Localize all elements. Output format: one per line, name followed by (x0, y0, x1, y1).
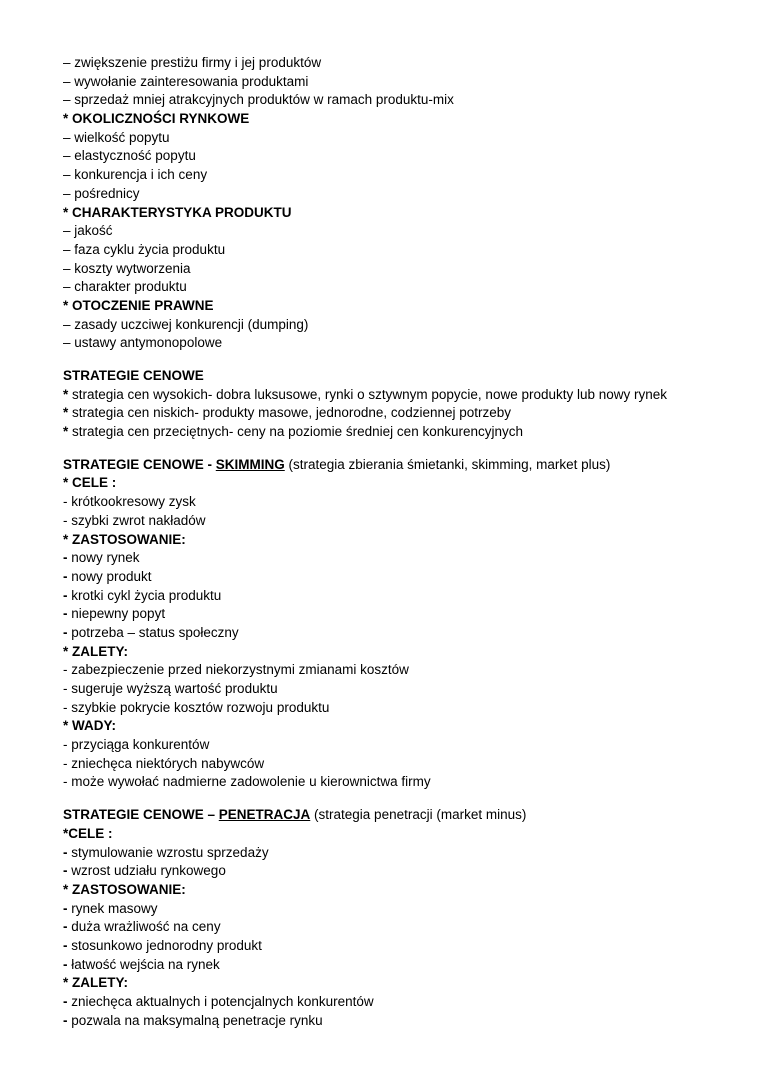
list-item: - szybki zwrot nakładów (63, 512, 206, 528)
section-heading-charakterystyka: * CHARAKTERYSTYKA PRODUKTU (63, 204, 292, 220)
list-item: – wielkość popytu (63, 129, 170, 145)
list-item: – faza cyklu życia produktu (63, 241, 226, 257)
list-item: – konkurencja i ich ceny (63, 167, 208, 183)
subheading-zastosowanie: * ZASTOSOWANIE: (63, 881, 186, 897)
list-item: - nowy produkt (63, 568, 152, 584)
list-item: - krotki cykl życia produktu (63, 587, 222, 603)
list-item: - duża wrażliwość na ceny (63, 919, 221, 935)
section-heading-penetracja: STRATEGIE CENOWE – PENETRACJA (strategia penetracji (market minus) (63, 807, 527, 823)
list-item: - stymulowanie wzrostu sprzedaży (63, 844, 269, 860)
subheading-zastosowanie: * ZASTOSOWANIE: (63, 531, 186, 547)
document-content (63, 54, 743, 1030)
list-item: - przyciąga konkurentów (63, 737, 210, 753)
list-item: - szybkie pokrycie kosztów rozwoju produktu (63, 699, 330, 715)
subheading-cele: * CELE : (63, 475, 117, 491)
list-item: - rynek masowy (63, 900, 158, 916)
list-item: * strategia cen przeciętnych- ceny na poziomie średniej cen konkurencyjnych (63, 424, 524, 440)
paragraph-spacer (63, 442, 743, 456)
bullet-star: * (63, 424, 69, 440)
list-item: - potrzeba – status społeczny (63, 624, 239, 640)
section-heading-strategie: STRATEGIE CENOWE (63, 368, 204, 383)
paragraph-spacer (63, 353, 743, 367)
list-item: - wzrost udziału rynkowego (63, 863, 226, 879)
list-item: – elastyczność popytu (63, 148, 196, 164)
list-item: * strategia cen niskich- produkty masowe, jednorodne, codziennej potrzeby (63, 405, 512, 421)
section-heading-okolicznosci: * OKOLICZNOŚCI RYNKOWE (63, 111, 250, 127)
list-item: - łatwość wejścia na rynek (63, 956, 220, 972)
subheading-wady: * WADY: (63, 718, 116, 734)
bullet-star: * (63, 405, 69, 421)
list-item: * strategia cen wysokich- dobra luksusowe, rynki o sztywnym popycie, nowe produkty lub nowy rynek (63, 386, 668, 402)
text-line: – wywołanie zainteresowania produktami (63, 73, 309, 89)
list-item: – koszty wytworzenia (63, 260, 191, 276)
list-item: - może wywołać nadmierne zadowolenie u kierownictwa firmy (63, 774, 431, 790)
subheading-zalety: * ZALETY: (63, 975, 128, 991)
list-item: - pozwala na maksymalną penetracje rynku (63, 1012, 323, 1028)
paragraph-spacer (63, 792, 743, 806)
list-item: - zabezpieczenie przed niekorzystnymi zmianami kosztów (63, 662, 409, 678)
list-item: - niepewny popyt (63, 606, 166, 622)
list-item: – zasady uczciwej konkurencji (dumping) (63, 316, 309, 332)
list-item: - stosunkowo jednorodny produkt (63, 937, 262, 953)
text-line: – zwiększenie prestiżu firmy i jej produktów (63, 55, 322, 70)
list-item: - krótkookresowy zysk (63, 494, 196, 510)
list-item: – charakter produktu (63, 279, 187, 295)
list-item: – jakość (63, 223, 113, 239)
list-item: – pośrednicy (63, 185, 140, 201)
section-heading-otoczenie: * OTOCZENIE PRAWNE (63, 297, 214, 313)
section-heading-skimming: STRATEGIE CENOWE - SKIMMING (strategia zbierania śmietanki, skimming, market plus) (63, 456, 611, 472)
list-item: - zniechęca aktualnych i potencjalnych konkurentów (63, 994, 374, 1009)
list-item: – ustawy antymonopolowe (63, 335, 223, 351)
subheading-zalety: * ZALETY: (63, 643, 128, 659)
list-item: - nowy rynek (63, 550, 140, 566)
list-item: - sugeruje wyższą wartość produktu (63, 681, 278, 696)
bullet-star: * (63, 386, 69, 402)
list-item: - zniechęca niektórych nabywców (63, 755, 265, 771)
text-line: – sprzedaż mniej atrakcyjnych produktów w ramach produktu-mix (63, 92, 454, 108)
subheading-cele: *CELE : (63, 825, 113, 841)
